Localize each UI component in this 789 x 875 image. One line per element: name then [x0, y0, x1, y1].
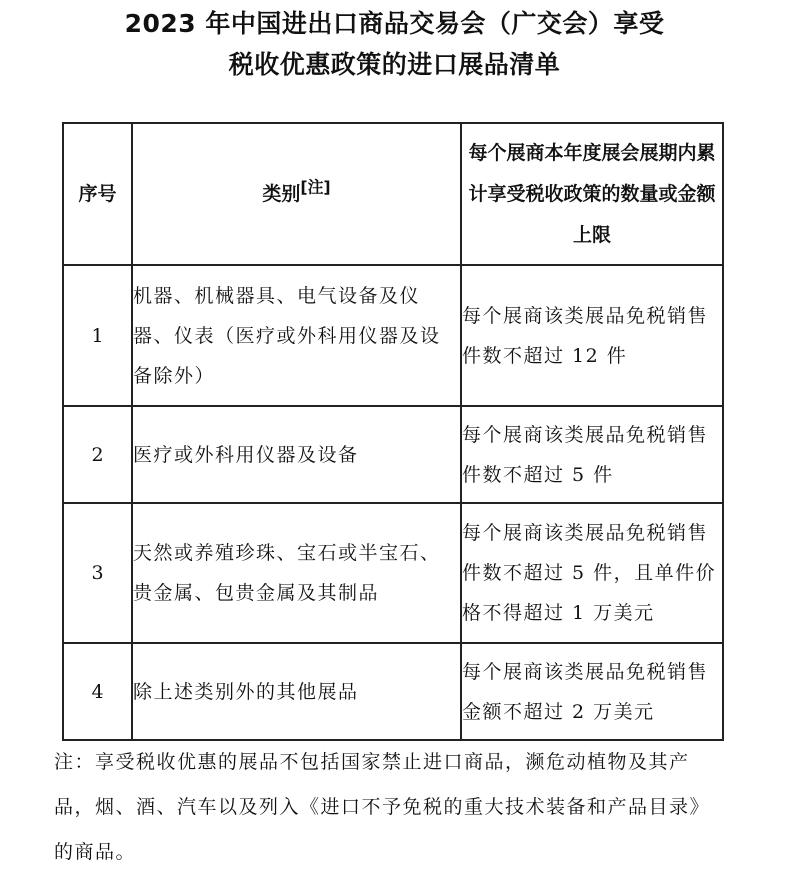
header-seq: 序号	[63, 123, 132, 265]
row-category: 机器、机械器具、电气设备及仪器、仪表（医疗或外科用仪器及设备除外）	[132, 265, 461, 406]
row-limit: 每个展商该类展品免税销售金额不超过 2 万美元	[461, 643, 723, 740]
table-row	[63, 503, 723, 643]
exhibit-list-table	[62, 122, 724, 741]
row-seq: 1	[63, 265, 132, 406]
row-category: 医疗或外科用仪器及设备	[132, 406, 461, 503]
table-row	[63, 265, 723, 406]
row-category: 除上述类别外的其他展品	[132, 643, 461, 740]
document-title-line-2: 税收优惠政策的进口展品清单	[228, 50, 561, 79]
row-category: 天然或养殖珍珠、宝石或半宝石、贵金属、包贵金属及其制品	[132, 503, 461, 643]
row-seq: 2	[63, 406, 132, 503]
row-limit: 每个展商该类展品免税销售件数不超过 5 件	[461, 406, 723, 503]
row-seq: 4	[63, 643, 132, 740]
row-limit: 每个展商该类展品免税销售件数不超过 5 件，且单件价格不得超过 1 万美元	[461, 503, 723, 643]
table-row	[63, 643, 723, 740]
table-row	[63, 406, 723, 503]
row-limit: 每个展商该类展品免税销售件数不超过 12 件	[461, 265, 723, 406]
footnote: 注：享受税收优惠的展品不包括国家禁止进口商品，濒危动植物及其产品，烟、酒、汽车以及列入《进口不予免税的重大技术装备和产品目录》的商品。	[54, 751, 711, 863]
header-category: 类别[注]	[132, 123, 461, 265]
header-limit: 每个展商本年度展会展期内累计享受税收政策的数量或金额上限	[461, 123, 723, 265]
note-marker: [注]	[300, 177, 331, 197]
row-seq: 3	[63, 503, 132, 643]
table-header-row	[63, 123, 723, 265]
document-title-line-1: 2023 年中国进出口商品交易会（广交会）享受	[124, 9, 665, 38]
